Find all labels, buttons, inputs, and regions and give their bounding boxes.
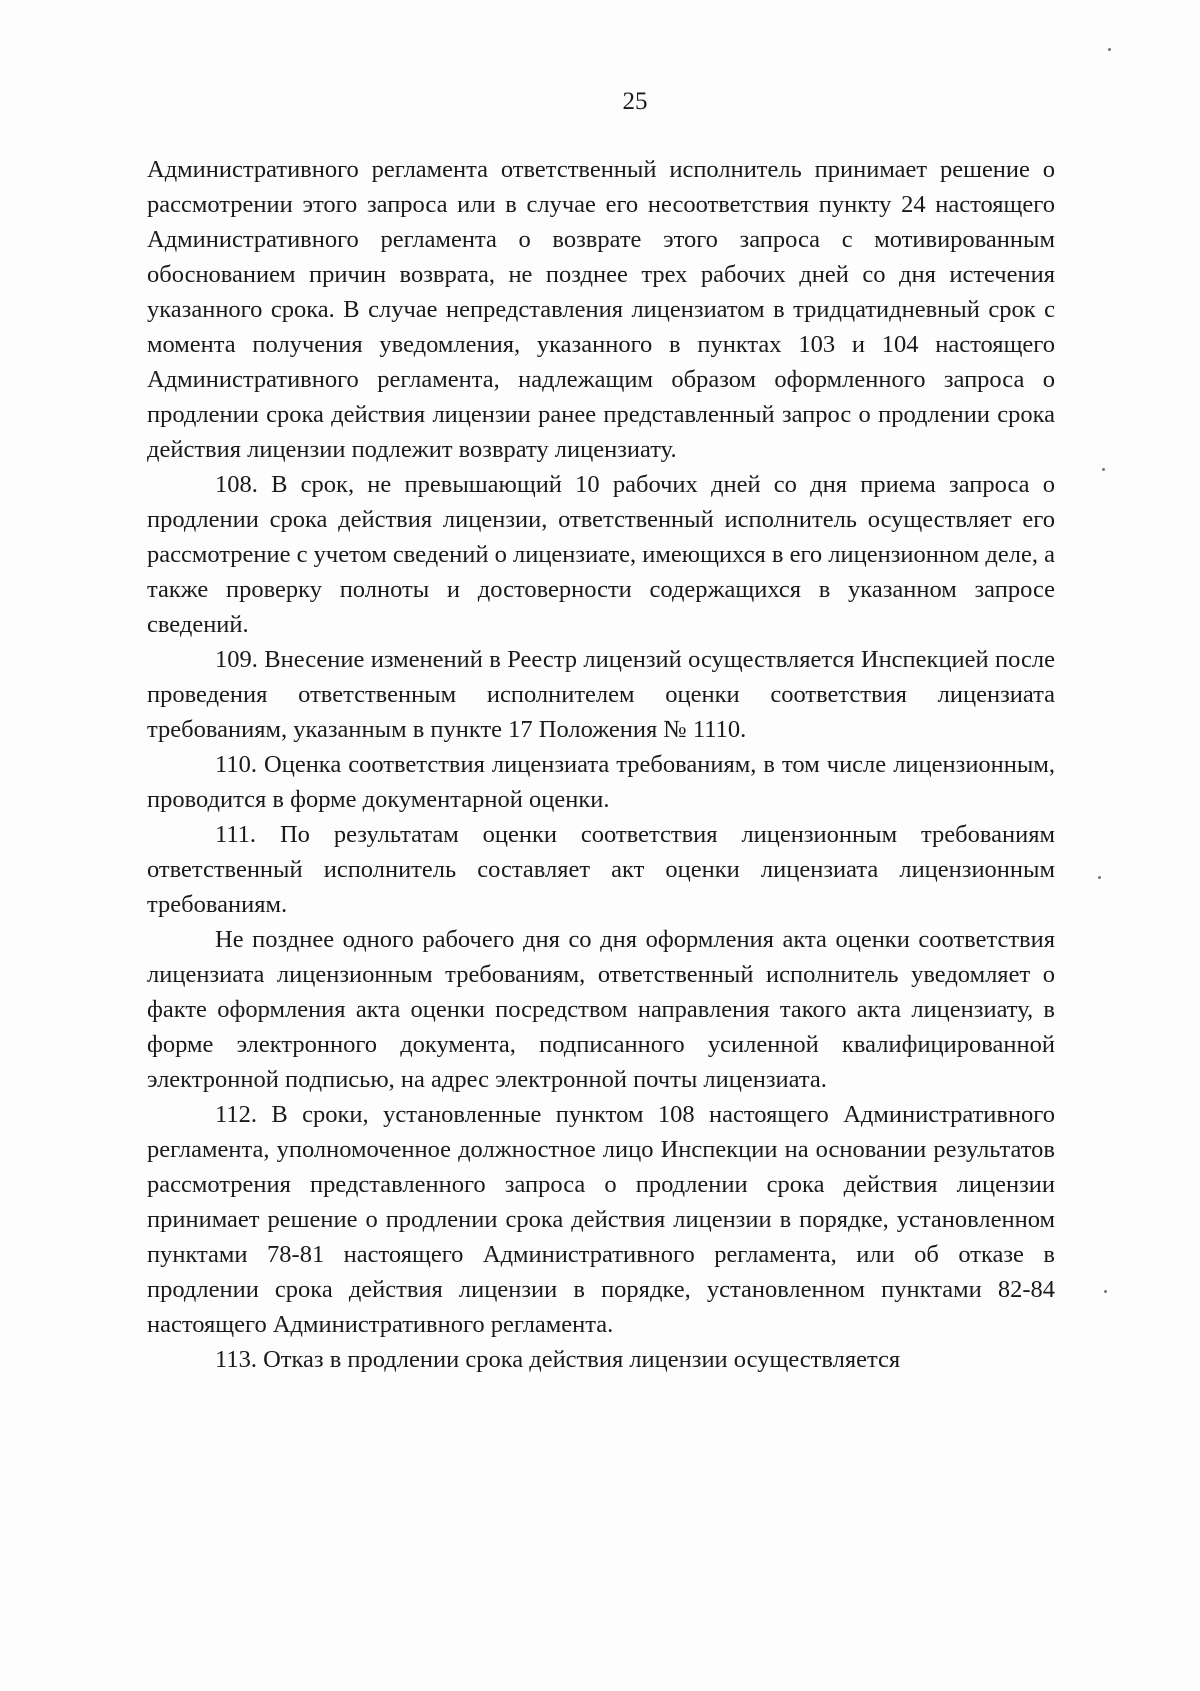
paragraph-111: 111. По результатам оценки соответствия лицензионным требованиям ответственный исполнитель составляет акт оценки лицензиата лицензионным требованиям. <box>147 821 1055 918</box>
paragraph-109: 109. Внесение изменений в Реестр лицензий осуществляется Инспекцией после проведения ответственным исполнителем оценки соответствия лицензиата требованиям, указанным в пункте 17 Положения № 1110. <box>147 646 1055 743</box>
page-number: 25 <box>622 88 648 115</box>
scan-speck <box>1108 48 1111 51</box>
paragraph-108: 108. В срок, не превышающий 10 рабочих дней со дня приема запроса о продлении срока действия лицензии, ответственный исполнитель осуществляет его рассмотрение с учетом сведений о лицензиате, имеющихся в его лицензионном деле, а также проверку полноты и достоверности содержащихся в указанном запросе сведений. <box>147 471 1055 638</box>
paragraph-112: 112. В сроки, установленные пунктом 108 настоящего Административного регламента, уполномоченное должностное лицо Инспекции на основании результатов рассмотрения представленного запроса о продлении срока действия лицензии принимает решение о продлении срока действия лицензии в порядке, установленном пунктами 78-81 настоящего Административного регламента, или об отказе в продлении срока действия лицензии в порядке, установленном пунктами 82-84 настоящего Административного регламента. <box>147 1101 1055 1338</box>
scan-speck <box>1104 1290 1107 1293</box>
scan-speck <box>1098 876 1101 879</box>
document-body <box>147 152 1055 1377</box>
paragraph-113: 113. Отказ в продлении срока действия лицензии осуществляется <box>215 1346 901 1373</box>
paragraph-111-notification: Не позднее одного рабочего дня со дня оформления акта оценки соответствия лицензиата лицензионным требованиям, ответственный исполнитель уведомляет о факте оформления акта оценки посредством направления такого акта лицензиату, в форме электронного документа, подписанного усиленной квалифицированной электронной подписью, на адрес электронной почты лицензиата. <box>147 926 1055 1093</box>
paragraph-continuation: Административного регламента ответственный исполнитель принимает решение о рассмотрении этого запроса или в случае его несоответствия пункту 24 настоящего Административного регламента о возврате этого запроса с мотивированным обоснованием причин возврата, не позднее трех рабочих дней со дня истечения указанного срока. В случае непредставления лицензиатом в тридцатидневный срок с момента получения уведомления, указанного в пунктах 103 и 104 настоящего Административного регламента, надлежащим образом оформленного запроса о продлении срока действия лицензии ранее представленный запрос о продлении срока действия лицензии подлежит возврату лицензиату. <box>147 156 1055 463</box>
paragraph-110: 110. Оценка соответствия лицензиата требованиям, в том числе лицензионным, проводится в форме документарной оценки. <box>147 751 1055 813</box>
scan-speck <box>1102 468 1105 471</box>
